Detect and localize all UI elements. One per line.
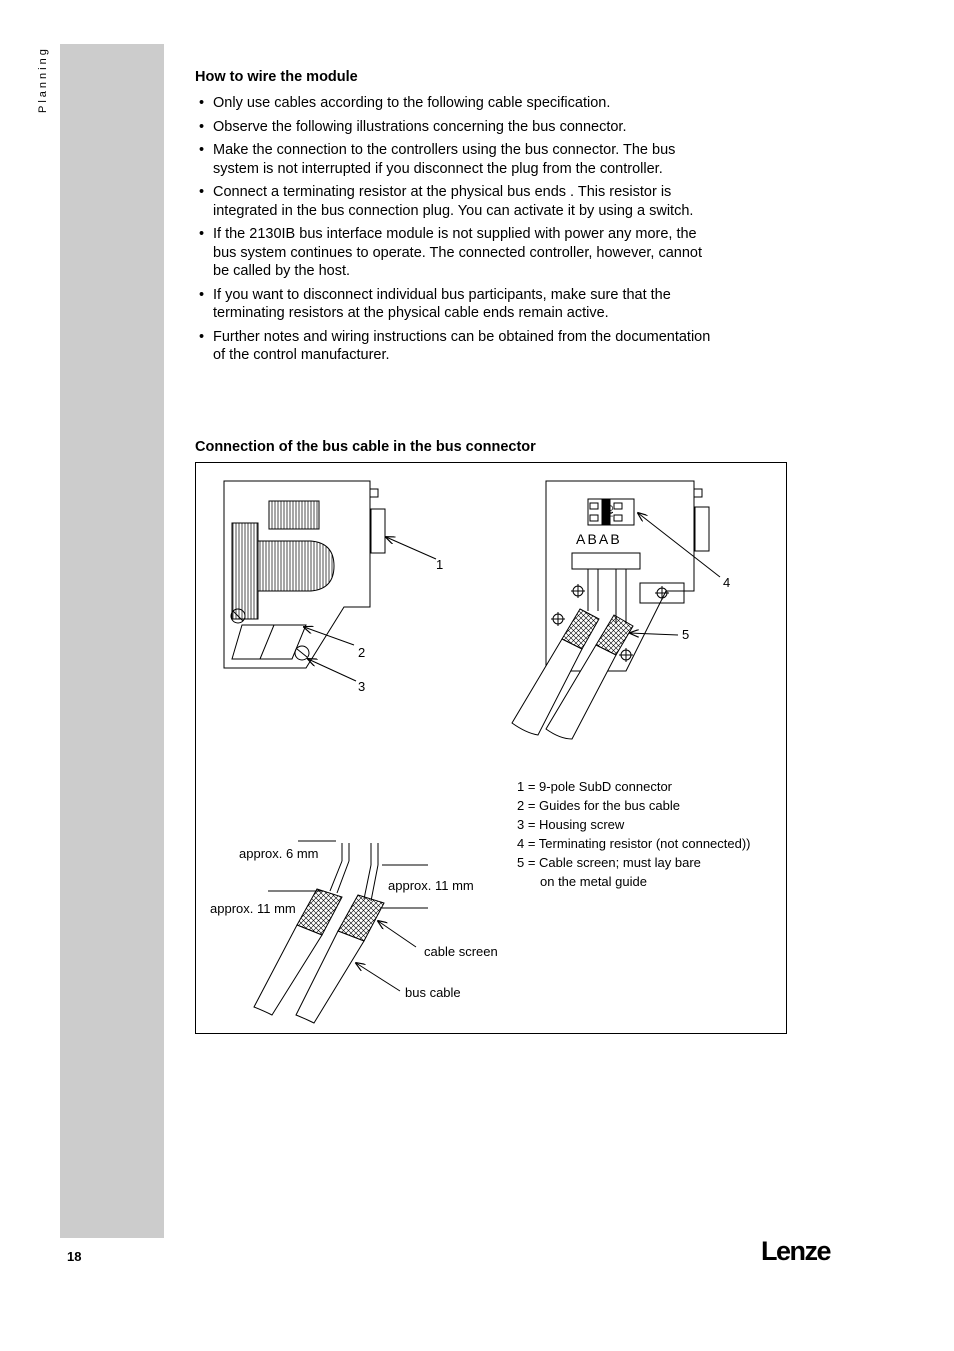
bus-cable-label: bus cable [405,985,461,1000]
callout-3: 3 [358,679,366,694]
section-heading-wiring: How to wire the module [195,69,358,85]
lenze-logo: Lenze [761,1236,831,1266]
legend-item: 4 = Terminating resistor (not connected)) [517,836,751,851]
figure-legend [517,777,751,891]
legend-item: 1 = 9-pole SubD connector [517,779,673,794]
wiring-bullet-list [195,94,715,370]
bullet-item: • If you want to disconnect individual bus participants, make sure that the terminating resistors at the physical cable ends remain active. [199,286,671,321]
chapter-label: Planning [37,46,49,113]
left-connector-housing [224,481,385,668]
bullet-item: • Only use cables according to the following cable specification. [199,95,611,111]
approx-11mm-left-label: approx. 11 mm [210,901,296,916]
callout-5: 5 [682,627,690,642]
right-connector-housing [512,481,709,739]
cable-preparation [254,841,428,1023]
legend-item: 3 = Housing screw [517,817,625,832]
cable-screen-label: cable screen [424,944,498,959]
bullet-item: • If the 2130IB bus interface module is not supplied with power any more, the bus system continues to operate. The connected controller, however, cannot be called by the host. [199,226,702,279]
switch-on-label: ON [605,505,614,517]
bullet-item: • Observe the following illustrations concerning the bus connector. [199,118,627,135]
callout-4: 4 [723,575,731,590]
page-number: 18 [67,1249,82,1264]
abab-label: A B A B [576,531,620,547]
bullet-item: • Further notes and wiring instructions can be obtained from the documentation of the control manufacturer. [199,328,711,363]
callout-1: 1 [436,557,444,572]
bullet-item: • Connect a terminating resistor at the physical bus ends . This resistor is integrated in the bus connection plug. You can activate it by using a switch. [199,184,694,219]
legend-item: 5 = Cable screen; must lay bare [517,855,701,870]
legend-item: 2 = Guides for the bus cable [517,798,680,813]
approx-11mm-right-label: approx. 11 mm [388,878,474,893]
approx-6mm-label: approx. 6 mm [239,846,319,861]
bullet-item: • Make the connection to the controllers using the bus connector. The bus system is not interrupted if you disconnect the plug from the controller. [199,142,676,177]
side-band [60,44,164,1238]
legend-item: on the metal guide [540,874,647,889]
callout-2: 2 [358,645,366,660]
section-heading-connection: Connection of the bus cable in the bus connector [195,439,536,455]
bus-connector-figure [195,462,787,1034]
